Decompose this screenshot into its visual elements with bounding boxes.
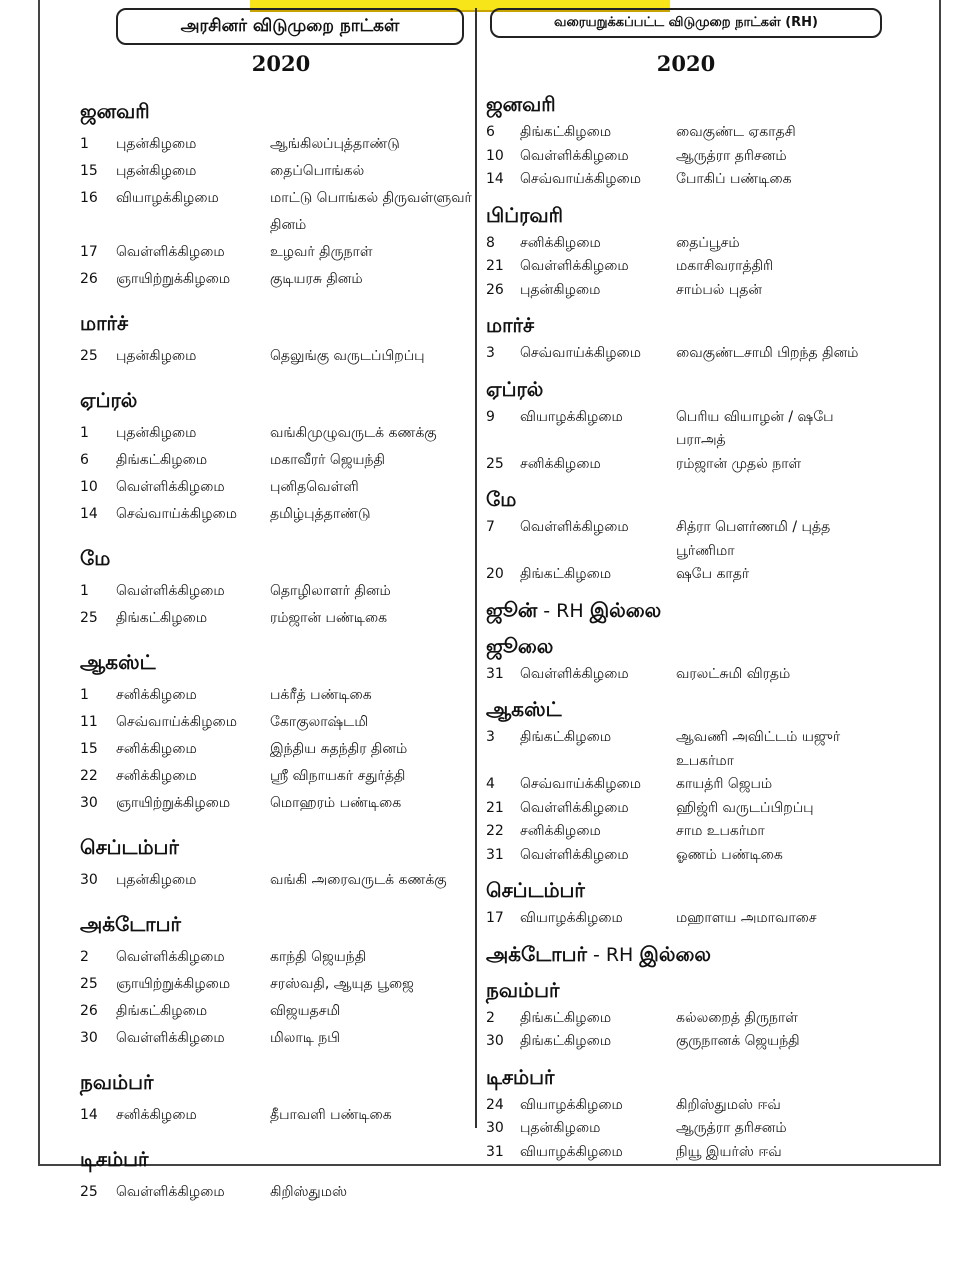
holiday-weekday: ஞாயிற்றுக்கிழமை <box>116 795 231 811</box>
holiday-date: 30 <box>80 795 98 811</box>
holiday-date: 1 <box>80 583 89 599</box>
holiday-row <box>486 279 886 303</box>
month-name: டிசம்பர் <box>486 1064 555 1089</box>
holiday-name: ஆங்கிலப்புத்தாண்டு <box>270 136 400 152</box>
holiday-date: 20 <box>486 566 504 582</box>
month-name: மே <box>486 487 517 511</box>
holiday-row <box>486 342 886 366</box>
month-name: அக்டோபர் <box>80 912 181 936</box>
holiday-name: வங்கி அரைவருடக் கணக்கு <box>270 872 447 888</box>
holiday-date: 25 <box>80 976 98 992</box>
holiday-date: 15 <box>80 163 98 179</box>
holiday-date: 14 <box>80 1107 98 1123</box>
holiday-name: மொஹரம் பண்டிகை <box>270 795 402 811</box>
holiday-name: குடியரசு தினம் <box>270 271 363 287</box>
month-name: நவம்பர் <box>486 977 560 1002</box>
month-heading <box>80 97 472 125</box>
holiday-weekday: புதன்கிழமை <box>520 1120 601 1136</box>
holiday-weekday: புதன்கிழமை <box>520 281 601 298</box>
holiday-weekday: வியாழக்கிழமை <box>520 408 623 425</box>
month-name: ஆகஸ்ட் <box>80 650 156 674</box>
holiday-weekday: வெள்ளிக்கிழமை <box>520 665 629 682</box>
holiday-date: 10 <box>486 147 504 164</box>
holiday-date: 1 <box>80 687 89 703</box>
holiday-weekday: திங்கட்கிழமை <box>520 1009 612 1026</box>
holiday-weekday: சனிக்கிழமை <box>520 823 601 839</box>
holiday-weekday: திங்கட்கிழமை <box>116 1003 208 1019</box>
holiday-name: தெலுங்கு வருடப்பிறப்பு <box>270 348 425 364</box>
holiday-date: 30 <box>80 1030 98 1046</box>
holiday-date: 25 <box>80 348 98 364</box>
holiday-date: 15 <box>80 741 98 757</box>
holiday-weekday: வெள்ளிக்கிழமை <box>520 519 629 535</box>
holiday-weekday: சனிக்கிழமை <box>520 234 601 251</box>
holiday-date: 25 <box>80 610 98 626</box>
holiday-date: 1 <box>80 136 89 152</box>
holiday-name: மஹாளய அமாவாசை <box>676 910 817 926</box>
holiday-date: 8 <box>486 234 495 251</box>
holiday-name: மகாசிவராத்திரி <box>676 258 774 274</box>
holiday-name: இந்திய சுதந்திர தினம் <box>270 741 408 757</box>
holiday-date: 25 <box>486 455 504 472</box>
holiday-date: 17 <box>486 910 504 926</box>
holiday-row <box>486 844 886 868</box>
holiday-name: ஆவணி அவிட்டம் யஜுர் உபகர்மா <box>676 729 841 769</box>
month-heading <box>80 386 472 414</box>
holiday-name: போகிப் பண்டிகை <box>676 171 792 187</box>
month-heading <box>80 309 472 337</box>
holiday-date: 31 <box>486 1143 504 1160</box>
government-holidays-column <box>80 8 472 1206</box>
month-heading <box>486 486 886 512</box>
holiday-name: நியூ இயர்ஸ் ஈவ் <box>676 1143 782 1160</box>
month-note: - RH <box>586 943 640 966</box>
holiday-date: 22 <box>80 768 98 784</box>
holiday-date: 3 <box>486 729 495 745</box>
holiday-name: சித்ரா பௌர்ணமி / புத்த பூர்ணிமா <box>676 519 831 559</box>
holiday-weekday: திங்கட்கிழமை <box>116 452 208 468</box>
holiday-name: வங்கிமுழுவருடக் கணக்கு <box>270 425 437 441</box>
holiday-date: 2 <box>80 949 89 965</box>
holiday-row <box>80 682 472 709</box>
holiday-weekday: புதன்கிழமை <box>116 425 197 441</box>
holiday-weekday: வெள்ளிக்கிழமை <box>116 583 225 599</box>
holiday-row <box>486 1141 886 1165</box>
holiday-name: பெரிய வியாழன் / ஷபே பராஅத் <box>676 408 834 448</box>
holiday-name: கோகுலாஷ்டமி <box>270 714 369 730</box>
holiday-row <box>80 266 472 293</box>
month-name: டிசம்பர் <box>80 1147 149 1171</box>
holiday-name: சாம உபகர்மா <box>676 823 765 839</box>
restricted-holidays-year: 2020 <box>656 51 716 76</box>
holiday-weekday: திங்கட்கிழமை <box>520 1033 612 1049</box>
month-heading <box>486 877 886 903</box>
holiday-date: 31 <box>486 665 504 682</box>
holiday-weekday: வெள்ளிக்கிழமை <box>116 1030 225 1046</box>
month-name: மே <box>80 546 111 570</box>
holiday-name: ரம்ஜான் முதல் நாள் <box>676 455 802 472</box>
holiday-weekday: வெள்ளிக்கிழமை <box>116 1184 225 1200</box>
holiday-weekday: செவ்வாய்க்கிழமை <box>520 345 641 361</box>
month-heading <box>80 648 472 676</box>
holiday-date: 1 <box>80 425 89 441</box>
holiday-row <box>486 255 886 279</box>
holiday-name: தைப்பொங்கல் <box>270 163 365 179</box>
holiday-weekday: ஞாயிற்றுக்கிழமை <box>116 271 231 287</box>
holiday-weekday: திங்கட்கிழமை <box>520 566 612 582</box>
holiday-date: 25 <box>80 1184 98 1200</box>
month-heading <box>486 376 886 402</box>
holiday-weekday: செவ்வாய்க்கிழமை <box>520 171 641 187</box>
month-heading <box>80 1068 472 1096</box>
holiday-date: 10 <box>80 479 98 495</box>
holiday-weekday: புதன்கிழமை <box>116 872 197 888</box>
holiday-name: மகாவீரர் ஜெயந்தி <box>270 452 385 468</box>
holiday-row <box>486 1094 886 1118</box>
holiday-date: 17 <box>80 244 98 260</box>
holiday-date: 26 <box>80 1003 98 1019</box>
holiday-weekday: வெள்ளிக்கிழமை <box>116 949 225 965</box>
holiday-row <box>486 726 886 773</box>
holiday-row <box>80 131 472 158</box>
holiday-date: 14 <box>486 171 504 187</box>
holiday-name: காந்தி ஜெயந்தி <box>270 949 367 965</box>
month-note-none: இல்லை <box>589 597 662 622</box>
holiday-name: காயத்ரி ஜெபம் <box>676 776 773 792</box>
holiday-name: தமிழ்புத்தாண்டு <box>270 506 371 522</box>
holiday-weekday: செவ்வாய்க்கிழமை <box>116 714 237 730</box>
holiday-name: தைப்பூசம் <box>676 234 740 251</box>
month-name: பிப்ரவரி <box>486 202 563 227</box>
holiday-date: 30 <box>486 1033 504 1049</box>
month-heading <box>486 696 886 722</box>
holiday-name: மிலாடி நபி <box>270 1030 341 1046</box>
holiday-row <box>80 605 472 632</box>
holiday-name: சரஸ்வதி, ஆயுத பூஜை <box>270 976 414 992</box>
month-name: ஜூன் <box>486 597 538 622</box>
holiday-row <box>80 971 472 998</box>
holiday-row <box>486 663 886 687</box>
holiday-weekday: திங்கட்கிழமை <box>520 729 612 745</box>
holiday-weekday: சனிக்கிழமை <box>520 455 601 472</box>
government-holidays-year: 2020 <box>251 51 311 76</box>
month-note: - RH <box>537 599 590 622</box>
holiday-weekday: வெள்ளிக்கிழமை <box>520 846 629 863</box>
holiday-date: 9 <box>486 408 495 425</box>
holiday-name: ஷபே காதர் <box>676 566 750 582</box>
holiday-row <box>80 501 472 528</box>
month-note-none: இல்லை <box>639 941 711 966</box>
holiday-name: வைகுண்ட ஏகாதசி <box>676 124 796 140</box>
holiday-name: ஹிஜ்ரி வருடப்பிறப்பு <box>676 799 814 816</box>
holiday-row <box>80 239 472 266</box>
month-name: ஆகஸ்ட் <box>486 697 562 721</box>
holiday-row <box>80 944 472 971</box>
holiday-weekday: வியாழக்கிழமை <box>520 1143 623 1160</box>
holiday-row <box>486 406 886 453</box>
holiday-weekday: செவ்வாய்க்கிழமை <box>520 776 641 792</box>
month-heading <box>486 941 886 967</box>
holiday-date: 11 <box>80 714 98 730</box>
holiday-row <box>80 998 472 1025</box>
holiday-weekday: வியாழக்கிழமை <box>116 190 219 206</box>
holiday-name: ரம்ஜான் பண்டிகை <box>270 610 388 626</box>
holiday-row <box>486 1007 886 1031</box>
holiday-row <box>486 563 886 587</box>
holiday-name: வரலட்சுமி விரதம் <box>676 665 791 682</box>
holiday-weekday: திங்கட்கிழமை <box>116 610 208 626</box>
holiday-date: 31 <box>486 846 504 863</box>
month-heading <box>486 202 886 228</box>
holiday-weekday: வெள்ளிக்கிழமை <box>116 244 225 260</box>
month-name: ஏப்ரல் <box>80 388 138 412</box>
holiday-date: 7 <box>486 519 495 535</box>
holiday-name: ஓணம் பண்டிகை <box>676 846 783 863</box>
month-heading <box>80 910 472 938</box>
holiday-row <box>80 1179 472 1206</box>
holiday-row <box>486 1117 886 1141</box>
holiday-weekday: சனிக்கிழமை <box>116 687 197 703</box>
holiday-row <box>80 474 472 501</box>
holiday-weekday: புதன்கிழமை <box>116 348 197 364</box>
holiday-row <box>80 709 472 736</box>
month-heading <box>80 1145 472 1173</box>
holiday-row <box>80 867 472 894</box>
month-heading <box>486 633 886 659</box>
holiday-date: 3 <box>486 345 495 361</box>
restricted-holidays-column <box>486 8 886 1164</box>
holiday-weekday: வெள்ளிக்கிழமை <box>116 479 225 495</box>
month-name: ஜூலை <box>486 633 554 658</box>
holiday-row <box>80 1025 472 1052</box>
holiday-date: 6 <box>80 452 89 468</box>
holiday-weekday: செவ்வாய்க்கிழமை <box>116 506 237 522</box>
holiday-name: கிறிஸ்துமஸ் <box>270 1184 347 1200</box>
holiday-name: ஸ்ரீ விநாயகர் சதுர்த்தி <box>270 768 406 784</box>
holiday-date: 4 <box>486 776 495 792</box>
holiday-row <box>486 145 886 169</box>
month-heading <box>486 1064 886 1090</box>
holiday-name: ஆருத்ரா தரிசனம் <box>676 147 787 164</box>
holiday-row <box>486 232 886 256</box>
holiday-row <box>80 1102 472 1129</box>
holiday-date: 21 <box>486 258 504 274</box>
holiday-weekday: வியாழக்கிழமை <box>520 1096 623 1113</box>
holiday-row <box>80 158 472 185</box>
holiday-date: 24 <box>486 1096 504 1113</box>
month-heading <box>486 312 886 338</box>
holiday-weekday: வெள்ளிக்கிழமை <box>520 147 629 164</box>
holiday-name: உழவர் திருநாள் <box>270 244 373 260</box>
holiday-row <box>80 343 472 370</box>
holiday-weekday: புதன்கிழமை <box>116 163 197 179</box>
holiday-row <box>486 773 886 797</box>
holiday-name: குருநானக் ஜெயந்தி <box>676 1033 800 1049</box>
holiday-weekday: வெள்ளிக்கிழமை <box>520 258 629 274</box>
holiday-weekday: வியாழக்கிழமை <box>520 910 623 926</box>
holiday-name: விஜயதசமி <box>270 1003 341 1019</box>
month-name: செப்டம்பர் <box>486 878 585 902</box>
holiday-date: 22 <box>486 823 504 839</box>
holiday-row <box>486 453 886 477</box>
holiday-date: 21 <box>486 799 504 816</box>
month-heading <box>486 977 886 1003</box>
restricted-holidays-header: வரையறுக்கப்பட்ட விடுமுறை நாட்கள் (RH) <box>490 8 882 38</box>
holiday-row <box>80 790 472 817</box>
holiday-name: சாம்பல் புதன் <box>676 281 762 298</box>
month-name: அக்டோபர் <box>486 941 587 966</box>
month-heading <box>486 597 886 623</box>
holiday-date: 14 <box>80 506 98 522</box>
month-name: மார்ச் <box>486 313 535 337</box>
holiday-weekday: வெள்ளிக்கிழமை <box>520 799 629 816</box>
holiday-weekday: சனிக்கிழமை <box>116 741 197 757</box>
holiday-date: 6 <box>486 124 495 140</box>
holiday-date: 30 <box>80 872 98 888</box>
month-name: செப்டம்பர் <box>80 835 179 859</box>
holiday-row <box>486 1030 886 1054</box>
month-name: ஜனவரி <box>80 99 150 123</box>
holiday-weekday: திங்கட்கிழமை <box>520 124 612 140</box>
holiday-date: 16 <box>80 190 98 206</box>
holiday-weekday: ஞாயிற்றுக்கிழமை <box>116 976 231 992</box>
holiday-name: கல்லறைத் திருநாள் <box>676 1009 798 1026</box>
holiday-name: புனிதவெள்ளி <box>270 479 359 495</box>
holiday-name: மாட்டு பொங்கல் திருவள்ளுவர் தினம் <box>270 190 472 233</box>
holiday-name: ஆருத்ரா தரிசனம் <box>676 1120 787 1136</box>
holiday-row <box>80 763 472 790</box>
government-holidays-header: அரசினர் விடுமுறை நாட்கள் <box>116 8 464 45</box>
holiday-row <box>486 168 886 192</box>
month-heading <box>486 91 886 117</box>
holiday-row <box>80 578 472 605</box>
column-divider <box>475 8 477 1128</box>
holiday-date: 30 <box>486 1120 504 1136</box>
month-name: மார்ச் <box>80 311 129 335</box>
month-heading <box>80 544 472 572</box>
restricted-holidays-list <box>486 91 886 1164</box>
holiday-row <box>80 185 472 239</box>
month-heading <box>80 833 472 861</box>
holiday-row <box>486 820 886 844</box>
holiday-date: 26 <box>80 271 98 287</box>
month-name: ஜனவரி <box>486 92 556 116</box>
holiday-name: பக்ரீத் பண்டிகை <box>270 687 372 703</box>
holiday-row <box>80 447 472 474</box>
holiday-weekday: சனிக்கிழமை <box>116 1107 197 1123</box>
holiday-weekday: சனிக்கிழமை <box>116 768 197 784</box>
holiday-name: தொழிலாளர் தினம் <box>270 583 391 599</box>
holiday-row <box>486 121 886 145</box>
month-name: ஏப்ரல் <box>486 376 544 401</box>
holiday-row <box>80 420 472 447</box>
holiday-name: தீபாவளி பண்டிகை <box>270 1107 392 1123</box>
holiday-name: வைகுண்டசாமி பிறந்த தினம் <box>676 345 859 361</box>
holiday-weekday: புதன்கிழமை <box>116 136 197 152</box>
government-holidays-list <box>80 97 472 1206</box>
holiday-date: 26 <box>486 281 504 298</box>
holiday-name: கிறிஸ்துமஸ் ஈவ் <box>676 1096 781 1113</box>
holiday-row <box>486 907 886 931</box>
month-name: நவம்பர் <box>80 1070 154 1094</box>
holiday-date: 2 <box>486 1009 495 1026</box>
holiday-row <box>80 736 472 763</box>
holiday-row <box>486 516 886 563</box>
holiday-row <box>486 797 886 821</box>
